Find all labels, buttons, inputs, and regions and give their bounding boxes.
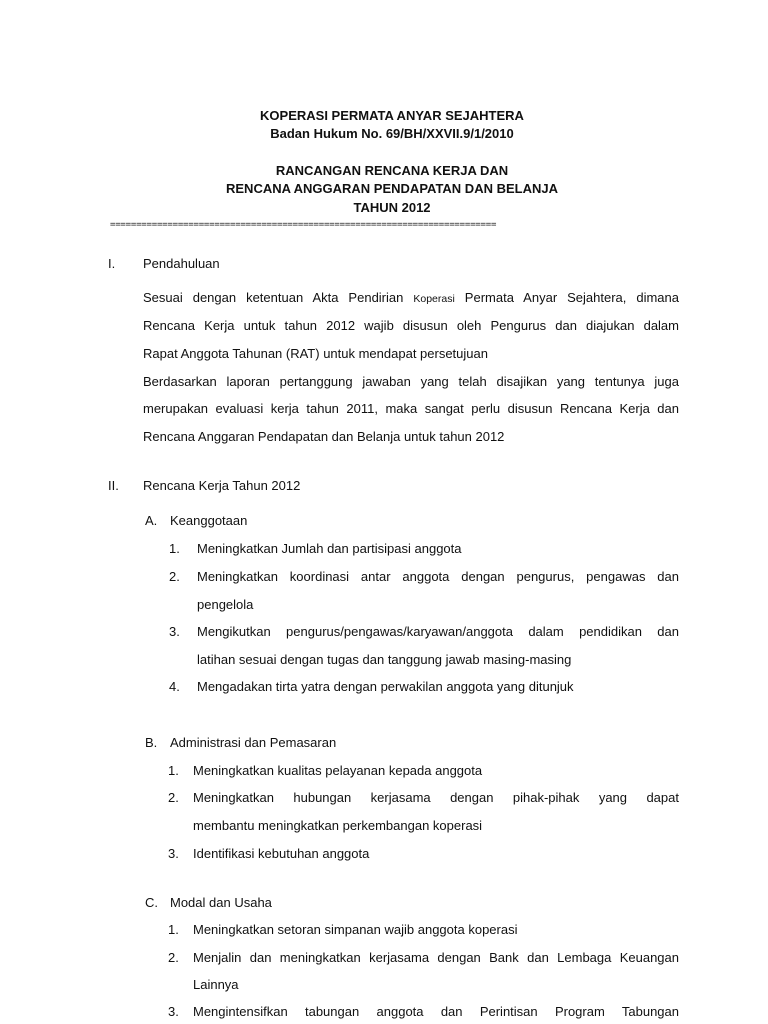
subA-item3-line1: Mengikutkan pengurus/pengawas/karyawan/anggota dalam pendidikan dan [197,624,679,639]
subB-item1-num: 1. [168,763,179,778]
section1-para2-line3: Rencana Anggaran Pendapatan dan Belanja untuk tahun 2012 [143,429,505,444]
subC-item3-line1: Mengintensifkan tabungan anggota dan Perintisan Program Tabungan [193,1004,679,1019]
section1-numeral: I. [108,256,116,271]
section1-para1-line2: Rencana Kerja untuk tahun 2012 wajib disusun oleh Pengurus dan diajukan dalam [143,318,679,333]
subA-item2-num: 2. [169,569,180,584]
subA-item2-line1: Meningkatkan koordinasi antar anggota dengan pengurus, pengawas dan [197,569,679,584]
subA-item1-text: Meningkatkan Jumlah dan partisipasi anggota [197,541,462,556]
subC-title: Modal dan Usaha [170,895,272,910]
subC-letter: C. [145,895,158,910]
subB-item3-num: 3. [168,846,179,861]
subA-item4-text: Mengadakan tirta yatra dengan perwakilan anggota yang ditunjuk [197,679,574,694]
subB-title: Administrasi dan Pemasaran [170,735,337,750]
header-divider: ========================================================================== [110,220,497,230]
subA-item1-num: 1. [169,541,180,556]
subC-item1-text: Meningkatkan setoran simpanan wajib anggota koperasi [193,922,518,937]
subB-item2-line2: membantu meningkatkan perkembangan koperasi [193,818,483,833]
subA-item3-num: 3. [169,624,180,639]
subA-letter: A. [145,513,158,528]
subC-item3-num: 3. [168,1004,179,1019]
subA-title: Keanggotaan [170,513,248,528]
subA-item3-line2: latihan sesuai dengan tugas dan tanggung jawab masing-masing [197,652,572,667]
subB-item3-text: Identifikasi kebutuhan anggota [193,846,370,861]
subB-item2-line1: Meningkatkan hubungan kerjasama dengan pihak-pihak yang dapat [193,790,679,805]
subB-item1-text: Meningkatkan kualitas pelayanan kepada anggota [193,763,483,778]
subC-item2-num: 2. [168,950,179,965]
para1-line1-part-a: Sesuai dengan ketentuan Akta Pendirian [143,290,404,305]
org-name: KOPERASI PERMATA ANYAR SEJAHTERA [260,108,524,123]
doc-title-line3: TAHUN 2012 [353,200,431,215]
section1-para2-line2: merupakan evaluasi kerja tahun 2011, maka sangat perlu disusun Rencana Kerja dan [143,401,679,416]
subB-letter: B. [145,735,158,750]
subC-item2-line1: Menjalin dan meningkatkan kerjasama dengan Bank dan Lembaga Keuangan [193,950,679,965]
subC-item1-num: 1. [168,922,179,937]
para1-line1-part-b: Permata Anyar Sejahtera, dimana [464,290,679,305]
section1-para1-line1 [143,290,679,305]
section1-para1-line3: Rapat Anggota Tahunan (RAT) untuk mendapat persetujuan [143,346,488,361]
subA-item4-num: 4. [169,679,180,694]
legal-number: Badan Hukum No. 69/BH/XXVII.9/1/2010 [270,126,514,141]
section1-title: Pendahuluan [143,256,220,271]
para1-line1-small: Koperasi [413,293,455,305]
section2-numeral: II. [108,478,119,493]
subA-item2-line2: pengelola [197,597,254,612]
doc-title-line1: RANCANGAN RENCANA KERJA DAN [275,163,509,178]
section2-title: Rencana Kerja Tahun 2012 [143,478,301,493]
doc-title-line2: RENCANA ANGGARAN PENDAPATAN DAN BELANJA [226,181,558,196]
subB-item2-num: 2. [168,790,179,805]
section1-para2-line1: Berdasarkan laporan pertanggung jawaban yang telah disajikan yang tentunya juga [143,374,679,389]
subC-item2-line2: Lainnya [193,977,239,992]
